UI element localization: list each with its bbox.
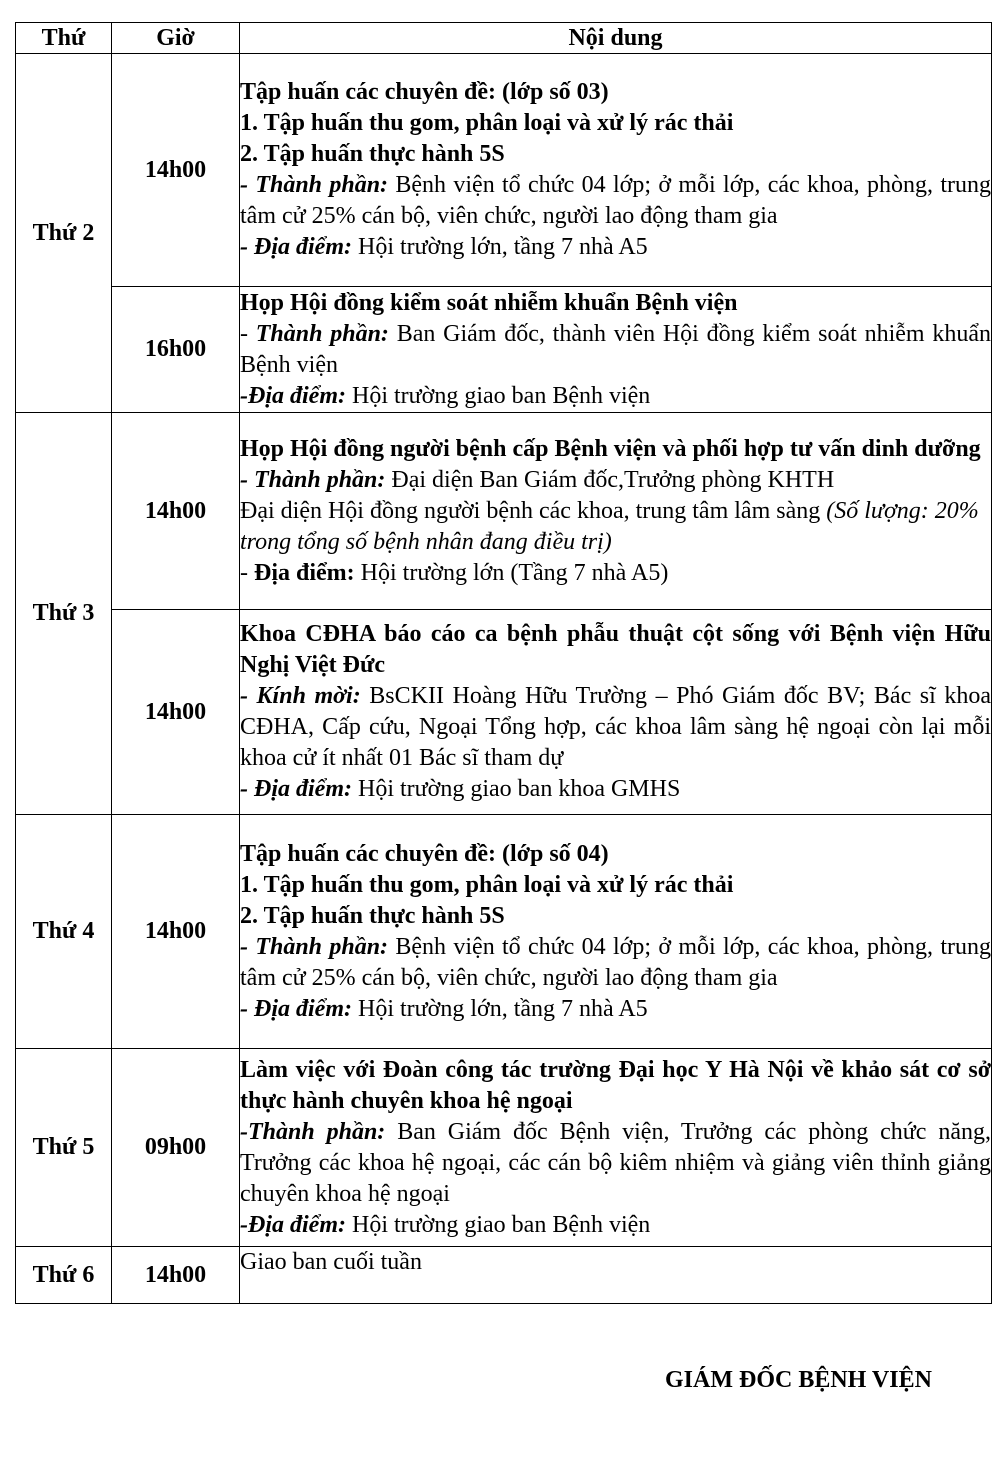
location-prefix: - bbox=[240, 559, 254, 586]
invite-text: BsCKII Hoàng Hữu Trường – Phó Giám đốc BV; Bác sĩ khoa CĐHA, Cấp cứu, Ngoại Tổng hợp, các khoa lâm sàng hệ ngoại còn lại mỗi khoa cử ít nhất 01 Bác sĩ tham dự bbox=[240, 683, 992, 771]
location-label: Địa điểm: bbox=[254, 559, 355, 586]
location bbox=[240, 994, 991, 1025]
location bbox=[240, 1210, 991, 1241]
day-cell: Thứ 2 bbox=[16, 54, 112, 413]
participants-text: Bệnh viện tổ chức 04 lớp; ở mỗi lớp, các khoa, phòng, trung tâm cử 25% cán bộ, viên chức, người lao động tham gia bbox=[240, 172, 991, 229]
day-cell: Thứ 4 bbox=[16, 815, 112, 1049]
location-text: Hội trường giao ban Bệnh viện bbox=[345, 1211, 651, 1238]
content-cell bbox=[240, 1049, 992, 1247]
content-cell bbox=[240, 1247, 992, 1304]
participants-line: Đại diện Hội đồng người bệnh các khoa, trung tâm lâm sàng bbox=[240, 497, 827, 524]
table-row bbox=[16, 610, 992, 815]
event-title: Tập huấn các chuyên đề: (lớp số 03) bbox=[240, 79, 609, 105]
event-title: Họp Hội đồng người bệnh cấp Bệnh viện và phối hợp tư vấn dinh dưỡng bbox=[240, 435, 981, 462]
time-cell: 14h00 bbox=[112, 413, 240, 610]
table-row bbox=[16, 1049, 992, 1247]
day-cell: Thứ 6 bbox=[16, 1247, 112, 1304]
time-cell: 14h00 bbox=[112, 815, 240, 1049]
location-label: - Địa điểm: bbox=[240, 776, 352, 802]
location-text: Hội trường giao ban Bệnh viện bbox=[345, 382, 651, 409]
table-row bbox=[16, 54, 992, 287]
location-text: Hội trường lớn, tầng 7 nhà A5 bbox=[351, 995, 648, 1022]
time-cell: 14h00 bbox=[112, 54, 240, 287]
time-cell: 16h00 bbox=[112, 287, 240, 413]
event-title: Tập huấn các chuyên đề: (lớp số 04) bbox=[240, 840, 609, 867]
participants bbox=[240, 465, 991, 496]
location bbox=[240, 381, 991, 412]
participants-text: Bệnh viện tổ chức 04 lớp; ở mỗi lớp, các khoa, phòng, trung tâm cử 25% cán bộ, viên chức, người lao động tham gia bbox=[240, 933, 991, 991]
location bbox=[240, 232, 991, 263]
participants-detail bbox=[240, 496, 991, 558]
participants bbox=[240, 170, 991, 232]
participants-label: - Thành phần: bbox=[240, 172, 389, 198]
time-cell: 14h00 bbox=[112, 610, 240, 815]
invite bbox=[240, 681, 991, 774]
participants-label: - Thành phần: bbox=[240, 466, 386, 493]
event-title: Làm việc với Đoàn công tác trường Đại học Y Hà Nội về khảo sát cơ sở thực hành chuyên khoa hệ ngoại bbox=[240, 1056, 991, 1114]
header-row bbox=[16, 23, 992, 54]
participants-note: (Số lượng: 20% trong tổng số bệnh nhân đang điều trị) bbox=[240, 497, 979, 555]
event-item: 1. Tập huấn thu gom, phân loại và xử lý rác thải bbox=[240, 110, 734, 136]
participants-label: - Thành phần: bbox=[240, 933, 389, 960]
content-cell bbox=[240, 413, 992, 610]
location bbox=[240, 558, 991, 589]
location bbox=[240, 774, 991, 805]
participants bbox=[240, 1117, 991, 1210]
table-row bbox=[16, 413, 992, 610]
location-label: - Địa điểm: bbox=[240, 995, 352, 1022]
participants-prefix: - bbox=[240, 320, 256, 347]
participants-text: Đại diện Ban Giám đốc,Trưởng phòng KHTH bbox=[385, 466, 835, 493]
time-cell: 14h00 bbox=[112, 1247, 240, 1304]
participants-text: Ban Giám đốc Bệnh viện, Trưởng các phòng chức năng, Trưởng các khoa hệ ngoại, các cán bộ kiêm nhiệm và giảng viên thỉnh giảng chuyên khoa hệ ngoại bbox=[240, 1118, 991, 1207]
location-text: Hội trường giao ban khoa GMHS bbox=[351, 776, 681, 802]
participants bbox=[240, 319, 991, 381]
event-title: Họp Hội đồng kiểm soát nhiễm khuẩn Bệnh viện bbox=[240, 289, 738, 316]
signature-title: GIÁM ĐỐC BỆNH VIỆN bbox=[665, 1367, 932, 1393]
location-label: -Địa điểm: bbox=[240, 382, 346, 409]
schedule-table bbox=[15, 22, 992, 1304]
content-cell bbox=[240, 610, 992, 815]
invite-label: - Kính mời: bbox=[240, 683, 361, 709]
day-cell: Thứ 5 bbox=[16, 1049, 112, 1247]
event-text: Giao ban cuối tuần bbox=[240, 1249, 422, 1275]
content-cell bbox=[240, 54, 992, 287]
time-cell: 09h00 bbox=[112, 1049, 240, 1247]
table-row bbox=[16, 287, 992, 413]
header-day: Thứ bbox=[16, 23, 112, 54]
content-cell bbox=[240, 287, 992, 413]
participants-label: Thành phần: bbox=[255, 320, 389, 347]
event-item: 2. Tập huấn thực hành 5S bbox=[240, 141, 505, 167]
participants-text: Ban Giám đốc, thành viên Hội đồng kiểm soát nhiễm khuẩn Bệnh viện bbox=[240, 320, 992, 378]
participants bbox=[240, 932, 991, 994]
location-label: - Địa điểm: bbox=[240, 234, 352, 260]
header-time: Giờ bbox=[112, 23, 240, 54]
table-row bbox=[16, 1247, 992, 1304]
location-text: Hội trường lớn, tầng 7 nhà A5 bbox=[351, 234, 648, 260]
participants-label: -Thành phần: bbox=[240, 1118, 386, 1145]
content-cell bbox=[240, 815, 992, 1049]
event-item: 1. Tập huấn thu gom, phân loại và xử lý rác thải bbox=[240, 871, 734, 898]
location-text: Hội trường lớn (Tầng 7 nhà A5) bbox=[354, 559, 669, 586]
table-row bbox=[16, 815, 992, 1049]
header-content: Nội dung bbox=[240, 23, 992, 54]
event-title: Khoa CĐHA báo cáo ca bệnh phẫu thuật cột sống với Bệnh viện Hữu Nghị Việt Đức bbox=[240, 621, 991, 678]
event-item: 2. Tập huấn thực hành 5S bbox=[240, 902, 505, 929]
location-label: -Địa điểm: bbox=[240, 1211, 346, 1238]
day-cell: Thứ 3 bbox=[16, 413, 112, 815]
